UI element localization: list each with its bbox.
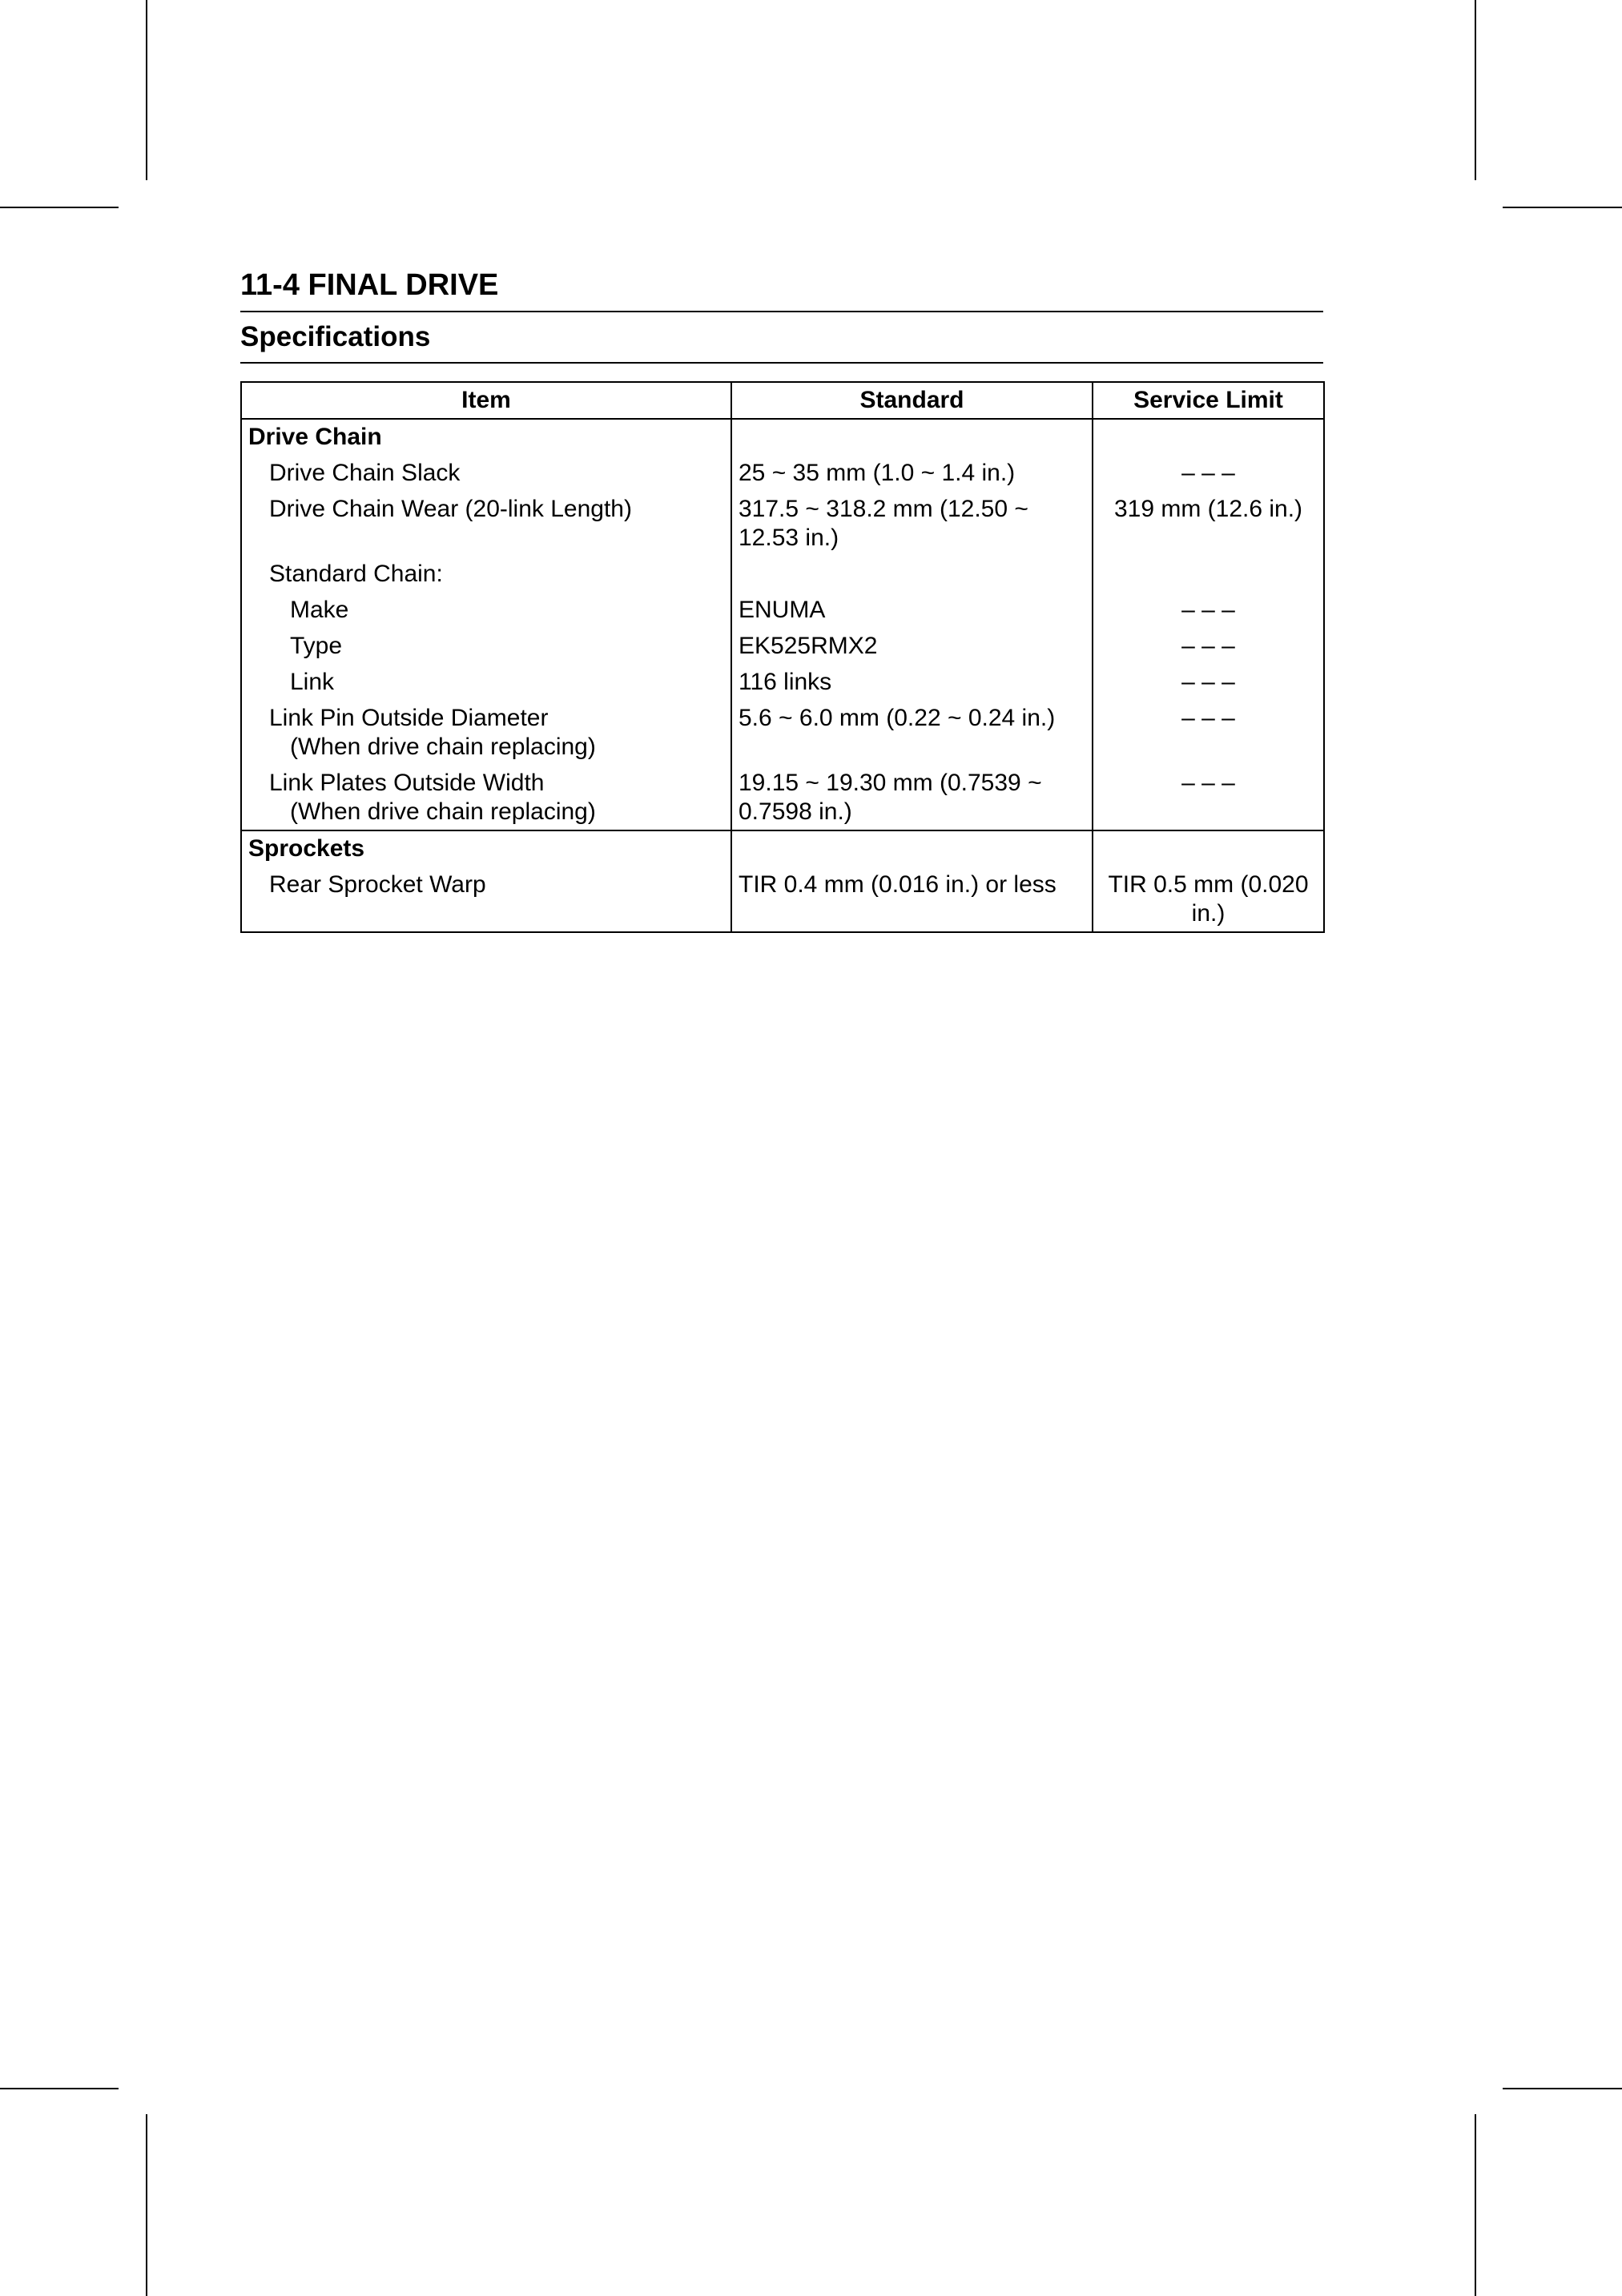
table-row: [241, 452, 1324, 488]
column-header-standard: Standard: [731, 382, 1093, 419]
service-limit-cell: – – –: [1093, 697, 1324, 762]
crop-mark: [0, 2088, 119, 2089]
item-cell: Type: [290, 633, 343, 659]
item-cell: Link: [290, 669, 335, 695]
service-limit-cell: – – –: [1093, 661, 1324, 697]
standard-cell: [731, 762, 1093, 830]
specifications-table: [240, 381, 1325, 933]
page-header: 11-4 FINAL DRIVE: [240, 264, 1323, 312]
item-cell: Drive Chain Wear (20-link Length): [269, 496, 632, 522]
service-limit-cell: – – –: [1093, 625, 1324, 661]
service-limit-line: TIR 0.5 mm (0.020: [1108, 871, 1309, 898]
standard-cell: TIR 0.4 mm (0.016 in.) or less: [731, 863, 1093, 932]
crop-mark: [1503, 2088, 1622, 2089]
group-row-sprockets: [241, 830, 1324, 863]
item-line: Link Pin Outside Diameter: [269, 705, 549, 731]
table-row: [241, 863, 1324, 932]
table-row: [241, 661, 1324, 697]
table-row: [241, 553, 1324, 589]
crop-mark: [1475, 2114, 1476, 2296]
standard-cell: EK525RMX2: [731, 625, 1093, 661]
table-row: [241, 697, 1324, 762]
standard-cell: 5.6 ~ 6.0 mm (0.22 ~ 0.24 in.): [731, 697, 1093, 762]
item-cell: Standard Chain:: [269, 561, 443, 587]
service-limit-cell: [1093, 863, 1324, 932]
group-label: Sprockets: [248, 835, 365, 862]
service-limit-line: in.): [1191, 900, 1226, 927]
item-cell: [241, 762, 731, 830]
table-row: [241, 589, 1324, 625]
crop-mark: [1475, 0, 1476, 180]
table-row: [241, 625, 1324, 661]
standard-line: 19.15 ~ 19.30 mm (0.7539 ~: [739, 770, 1042, 796]
section-title: Specifications: [240, 312, 1323, 364]
item-cell: [241, 697, 731, 762]
page-content: [240, 264, 1323, 933]
group-row-drive-chain: [241, 419, 1324, 452]
column-header-item: Item: [241, 382, 731, 419]
crop-mark: [0, 207, 119, 208]
item-cell: Make: [290, 597, 349, 623]
item-line: (When drive chain replacing): [290, 734, 596, 760]
column-header-service-limit: Service Limit: [1093, 382, 1324, 419]
standard-cell: 116 links: [731, 661, 1093, 697]
item-cell: Drive Chain Slack: [269, 460, 461, 486]
standard-cell: ENUMA: [731, 589, 1093, 625]
crop-mark: [146, 2114, 147, 2296]
service-limit-cell: – – –: [1093, 762, 1324, 830]
standard-line: 317.5 ~ 318.2 mm (12.50 ~: [739, 496, 1028, 522]
item-cell: Rear Sprocket Warp: [269, 871, 486, 898]
group-label: Drive Chain: [248, 424, 382, 450]
standard-cell: 25 ~ 35 mm (1.0 ~ 1.4 in.): [731, 452, 1093, 488]
item-line: Link Plates Outside Width: [269, 770, 545, 796]
standard-line: 12.53 in.): [739, 525, 839, 551]
table-header-row: [241, 382, 1324, 419]
item-line: (When drive chain replacing): [290, 798, 596, 825]
service-limit-cell: – – –: [1093, 452, 1324, 488]
table-row: [241, 488, 1324, 553]
crop-mark: [1503, 207, 1622, 208]
crop-mark: [146, 0, 147, 180]
service-limit-cell: – – –: [1093, 589, 1324, 625]
standard-cell: [731, 488, 1093, 553]
standard-line: 0.7598 in.): [739, 798, 852, 825]
service-limit-cell: 319 mm (12.6 in.): [1093, 488, 1324, 553]
table-row: [241, 762, 1324, 830]
